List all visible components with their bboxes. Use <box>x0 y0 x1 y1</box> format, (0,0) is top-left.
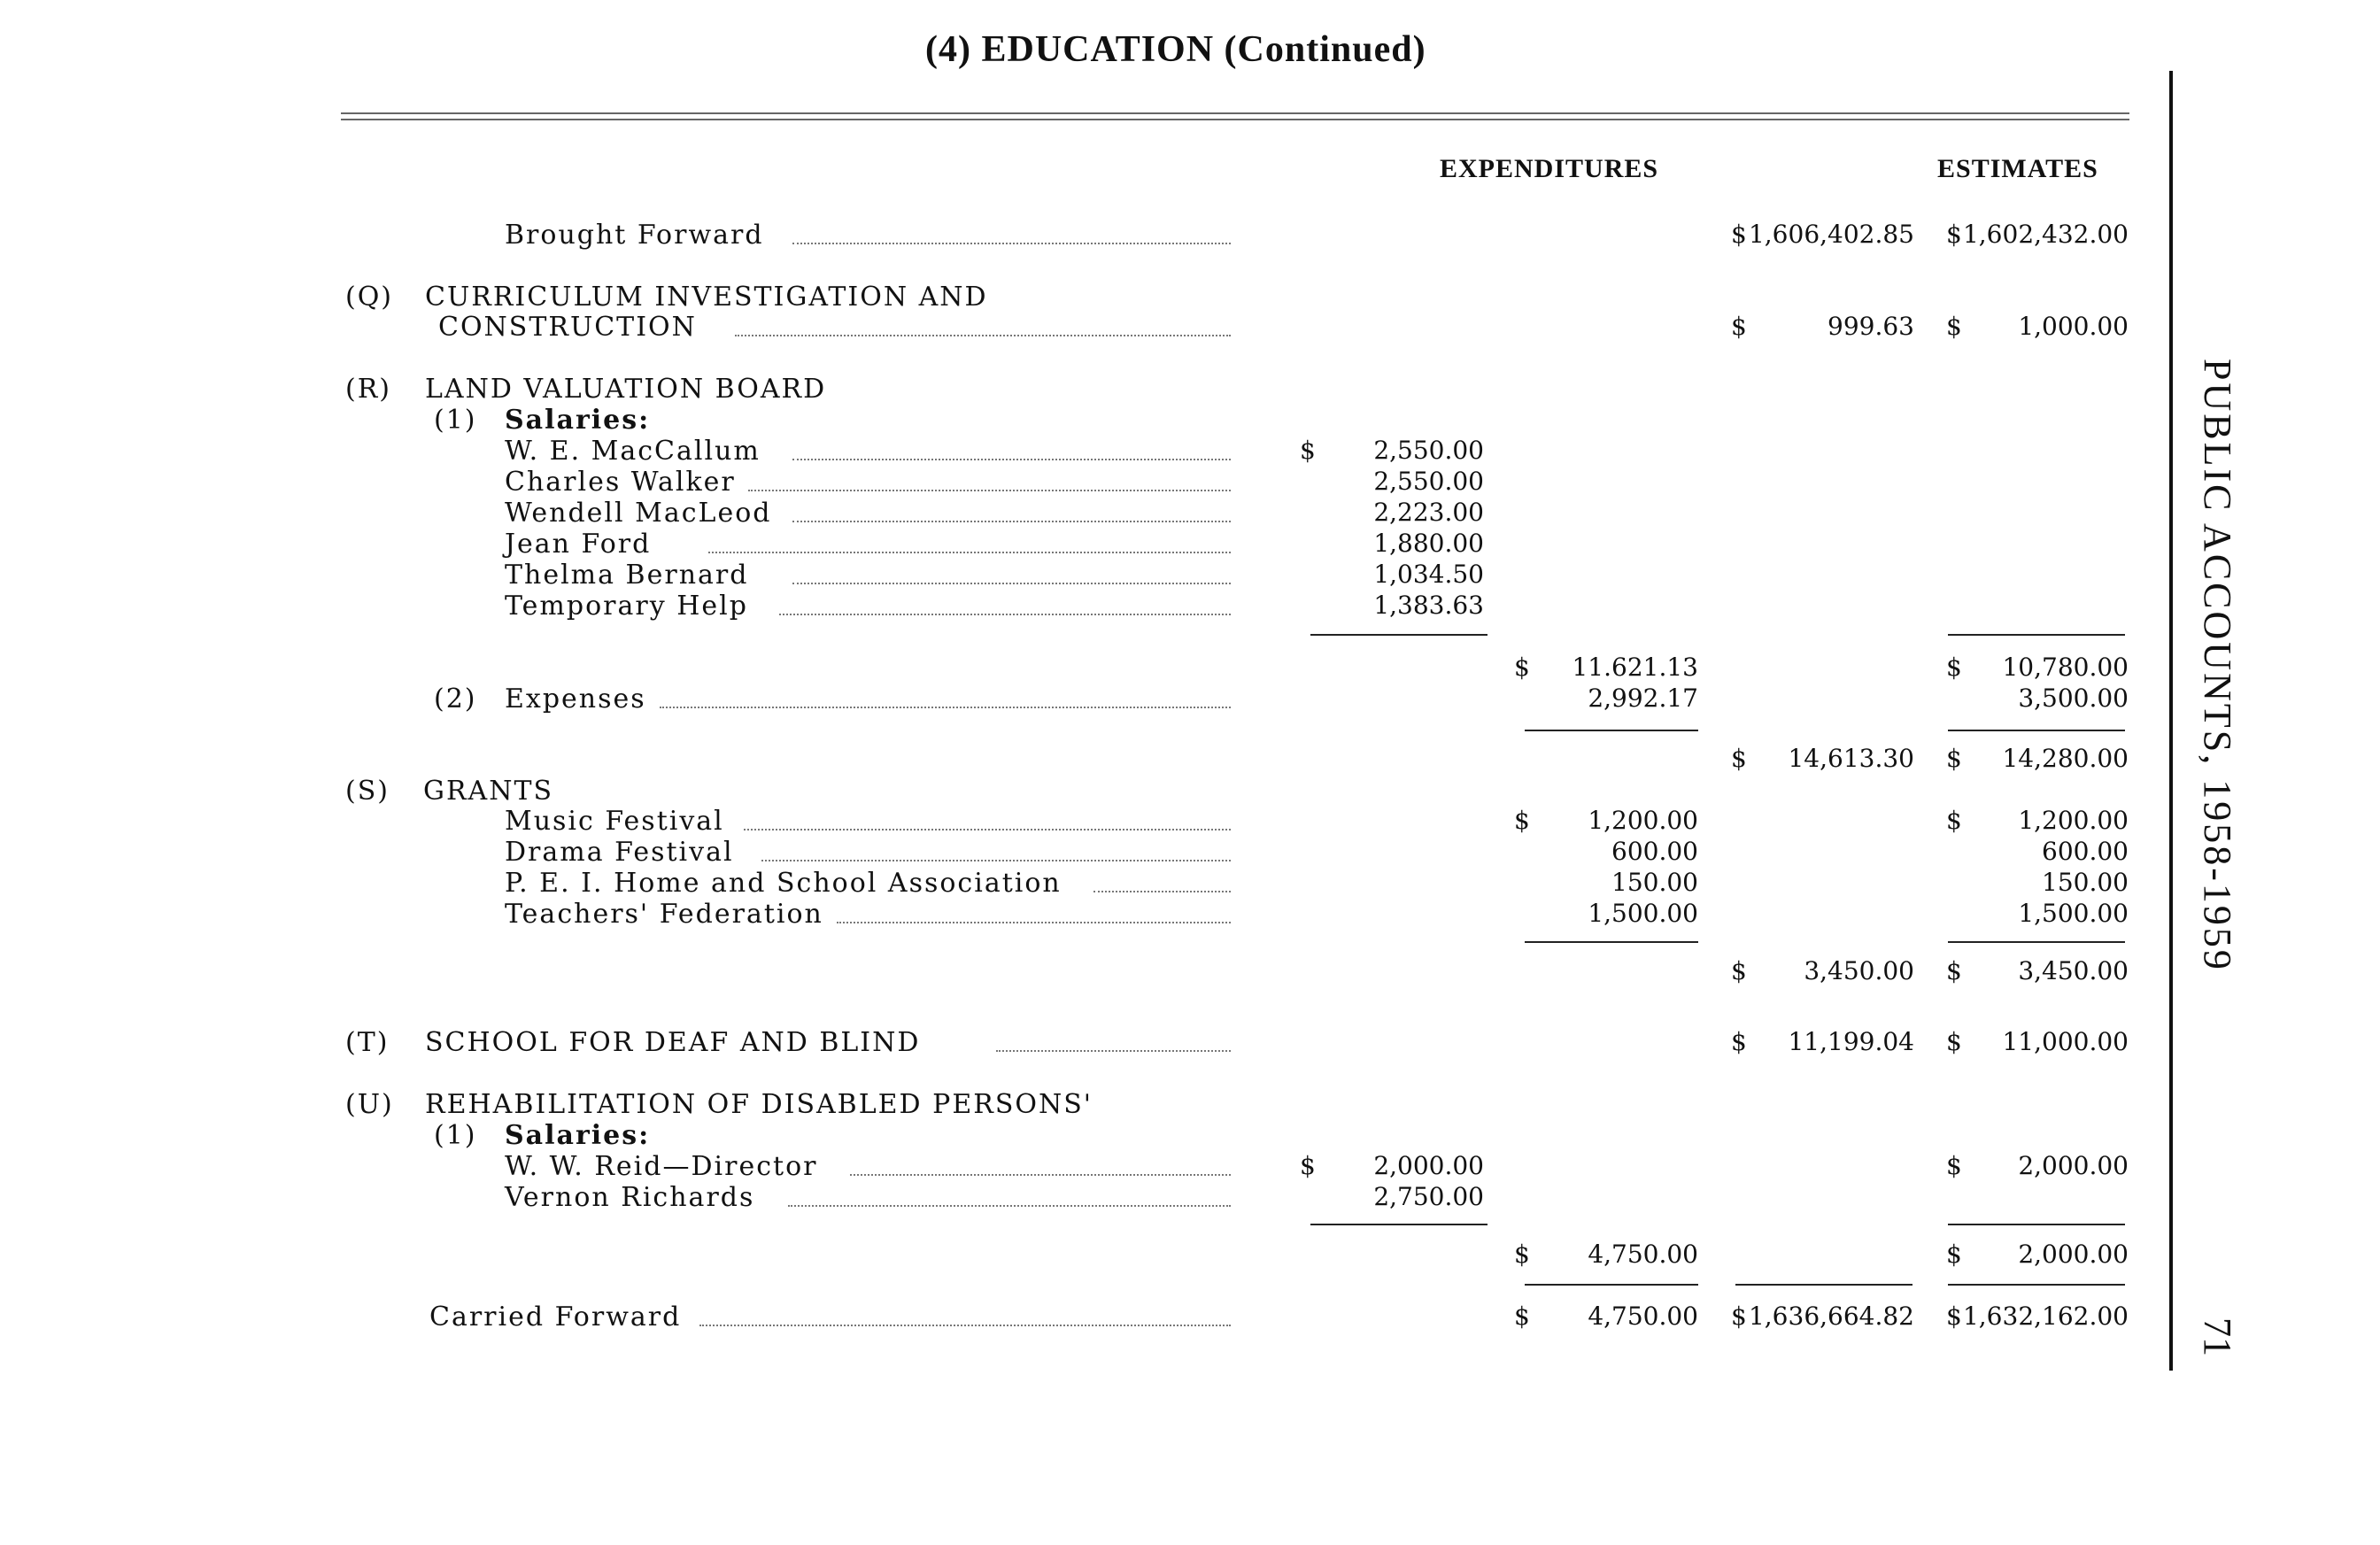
brought-forward-total: 1,606,402.85 <box>1748 220 1914 249</box>
grant-amount: 600.00 <box>1611 837 1698 866</box>
leader-dots <box>792 243 1231 244</box>
total-rule <box>1735 1284 1912 1286</box>
leader-dots <box>792 583 1231 584</box>
salaries-estimate: 10,780.00 <box>2002 653 2129 682</box>
brought-forward-estimate: 1,602,432.00 <box>1962 220 2129 249</box>
grant-amount: 1,200.00 <box>1588 806 1698 835</box>
salary-amount: 2,223.00 <box>1373 498 1484 527</box>
subtotal-rule <box>1525 941 1698 943</box>
margin-rule <box>2169 71 2173 1371</box>
currency-sign: $ <box>1514 806 1530 835</box>
subsection-number: (1) <box>434 405 477 436</box>
salary-name: Vernon Richards <box>505 1182 755 1213</box>
section-letter-s: (S) <box>345 776 390 807</box>
grant-name: Teachers' Federation <box>505 899 823 930</box>
header-rule <box>341 112 2129 114</box>
section-letter-u: (U) <box>345 1089 394 1120</box>
grant-name: Drama Festival <box>505 837 734 868</box>
currency-sign: $ <box>1731 1027 1747 1056</box>
subtotal-rule <box>1948 1224 2125 1225</box>
leader-dots <box>996 1050 1231 1052</box>
grant-name: Music Festival <box>505 806 724 837</box>
salary-estimate: 2,000.00 <box>2018 1151 2129 1180</box>
salary-amount: 2,000.00 <box>1373 1151 1484 1180</box>
currency-sign: $ <box>1514 1302 1530 1331</box>
section-r-total: 14,613.30 <box>1788 744 1914 773</box>
grant-amount: 150.00 <box>1611 868 1698 897</box>
currency-sign: $ <box>1946 653 1962 682</box>
total-rule <box>1948 1284 2125 1286</box>
salary-amount: 2,750.00 <box>1373 1182 1484 1211</box>
currency-sign: $ <box>1946 1151 1962 1180</box>
leader-dots <box>761 860 1231 861</box>
currency-sign: $ <box>1946 1027 1962 1056</box>
grant-amount: 1,500.00 <box>1588 899 1698 928</box>
section-letter-t: (T) <box>345 1027 390 1058</box>
page-title: (4) EDUCATION (Continued) <box>925 29 1426 70</box>
section-u-heading: REHABILITATION OF DISABLED PERSONS' <box>425 1089 1093 1120</box>
section-q-total: 999.63 <box>1828 312 1914 341</box>
salary-amount: 1,034.50 <box>1373 560 1484 589</box>
leader-dots <box>779 614 1231 615</box>
currency-sign: $ <box>1946 1240 1962 1269</box>
salary-name: Thelma Bernard <box>505 560 749 591</box>
total-rule <box>1525 1284 1698 1286</box>
currency-sign: $ <box>1300 436 1316 465</box>
carried-forward-sub: 4,750.00 <box>1588 1302 1698 1331</box>
section-q-heading: CURRICULUM INVESTIGATION AND <box>425 282 988 313</box>
section-u-subtotal: 4,750.00 <box>1588 1240 1698 1269</box>
currency-sign: $ <box>1300 1151 1316 1180</box>
grant-estimate: 150.00 <box>2042 868 2129 897</box>
currency-sign: $ <box>1731 744 1747 773</box>
header-rule-2 <box>341 119 2129 120</box>
column-heading-expenditures: EXPENDITURES <box>1440 154 1659 183</box>
section-u-estimate: 2,000.00 <box>2018 1240 2129 1269</box>
section-s-total: 3,450.00 <box>1804 956 1914 985</box>
salary-name: Temporary Help <box>505 591 748 622</box>
expenses-amount: 2,992.17 <box>1588 684 1698 713</box>
section-q-heading-line2: CONSTRUCTION <box>438 312 697 343</box>
currency-sign: $ <box>1946 806 1962 835</box>
currency-sign: $ <box>1514 1240 1530 1269</box>
section-s-heading: GRANTS <box>423 776 554 807</box>
leader-dots <box>1093 891 1231 892</box>
section-q-estimate: 1,000.00 <box>2018 312 2129 341</box>
salary-amount: 2,550.00 <box>1373 436 1484 465</box>
running-head: PUBLIC ACCOUNTS, 1958-1959 <box>2196 359 2239 972</box>
salary-name: Charles Walker <box>505 467 736 498</box>
leader-dots <box>660 707 1231 708</box>
section-letter-q: (Q) <box>345 282 394 313</box>
subtotal-rule <box>1310 1224 1488 1225</box>
currency-sign: $ <box>1731 956 1747 985</box>
section-r-heading: LAND VALUATION BOARD <box>425 374 827 405</box>
section-t-estimate: 11,000.00 <box>2002 1027 2129 1056</box>
leader-dots <box>792 521 1231 522</box>
leader-dots <box>792 459 1231 460</box>
leader-dots <box>850 1174 1231 1176</box>
subtotal-rule <box>1948 634 2125 636</box>
currency-sign: $ <box>1731 220 1747 249</box>
currency-sign: $ <box>1731 1302 1747 1331</box>
currency-sign: $ <box>1946 1302 1962 1331</box>
currency-sign: $ <box>1946 312 1962 341</box>
section-t-heading: SCHOOL FOR DEAF AND BLIND <box>425 1027 921 1058</box>
column-heading-estimates: ESTIMATES <box>1937 154 2098 183</box>
carried-forward-estimate: 1,632,162.00 <box>1962 1302 2129 1331</box>
leader-dots <box>744 829 1231 830</box>
salary-amount: 1,880.00 <box>1373 529 1484 558</box>
subsection-number: (2) <box>434 684 477 715</box>
subsection-label: Salaries: <box>505 405 651 436</box>
salary-amount: 2,550.00 <box>1373 467 1484 496</box>
subtotal-rule <box>1525 730 1698 731</box>
currency-sign: $ <box>1731 312 1747 341</box>
leader-dots <box>837 922 1231 923</box>
leader-dots <box>748 490 1231 491</box>
expenses-label: Expenses <box>505 684 646 715</box>
salary-name: W. W. Reid—Director <box>505 1151 818 1182</box>
salary-name: Wendell MacLeod <box>505 498 772 529</box>
currency-sign: $ <box>1946 956 1962 985</box>
currency-sign: $ <box>1514 653 1530 682</box>
subsection-number: (1) <box>434 1120 477 1151</box>
section-t-total: 11,199.04 <box>1788 1027 1914 1056</box>
section-s-estimate: 3,450.00 <box>2018 956 2129 985</box>
currency-sign: $ <box>1946 744 1962 773</box>
salaries-subtotal: 11.621.13 <box>1572 653 1698 682</box>
leader-dots <box>735 335 1231 336</box>
subtotal-rule <box>1948 730 2125 731</box>
leader-dots <box>699 1325 1231 1326</box>
grant-estimate: 1,500.00 <box>2018 899 2129 928</box>
carried-forward-total: 1,636,664.82 <box>1748 1302 1914 1331</box>
salary-amount: 1,383.63 <box>1373 591 1484 620</box>
subtotal-rule <box>1310 634 1488 636</box>
grant-estimate: 1,200.00 <box>2018 806 2129 835</box>
section-letter-r: (R) <box>345 374 391 405</box>
grant-estimate: 600.00 <box>2042 837 2129 866</box>
subsection-label: Salaries: <box>505 1120 651 1151</box>
section-r-estimate: 14,280.00 <box>2002 744 2129 773</box>
currency-sign: $ <box>1946 220 1962 249</box>
brought-forward-label: Brought Forward <box>505 220 764 251</box>
subtotal-rule <box>1948 941 2125 943</box>
grant-name: P. E. I. Home and School Association <box>505 868 1062 899</box>
expenses-estimate: 3,500.00 <box>2018 684 2129 713</box>
leader-dots <box>708 552 1231 553</box>
carried-forward-label: Carried Forward <box>429 1302 682 1333</box>
salary-name: W. E. MacCallum <box>505 436 761 467</box>
page-number: 71 <box>2196 1317 2239 1356</box>
salary-name: Jean Ford <box>505 529 652 560</box>
leader-dots <box>788 1205 1231 1207</box>
